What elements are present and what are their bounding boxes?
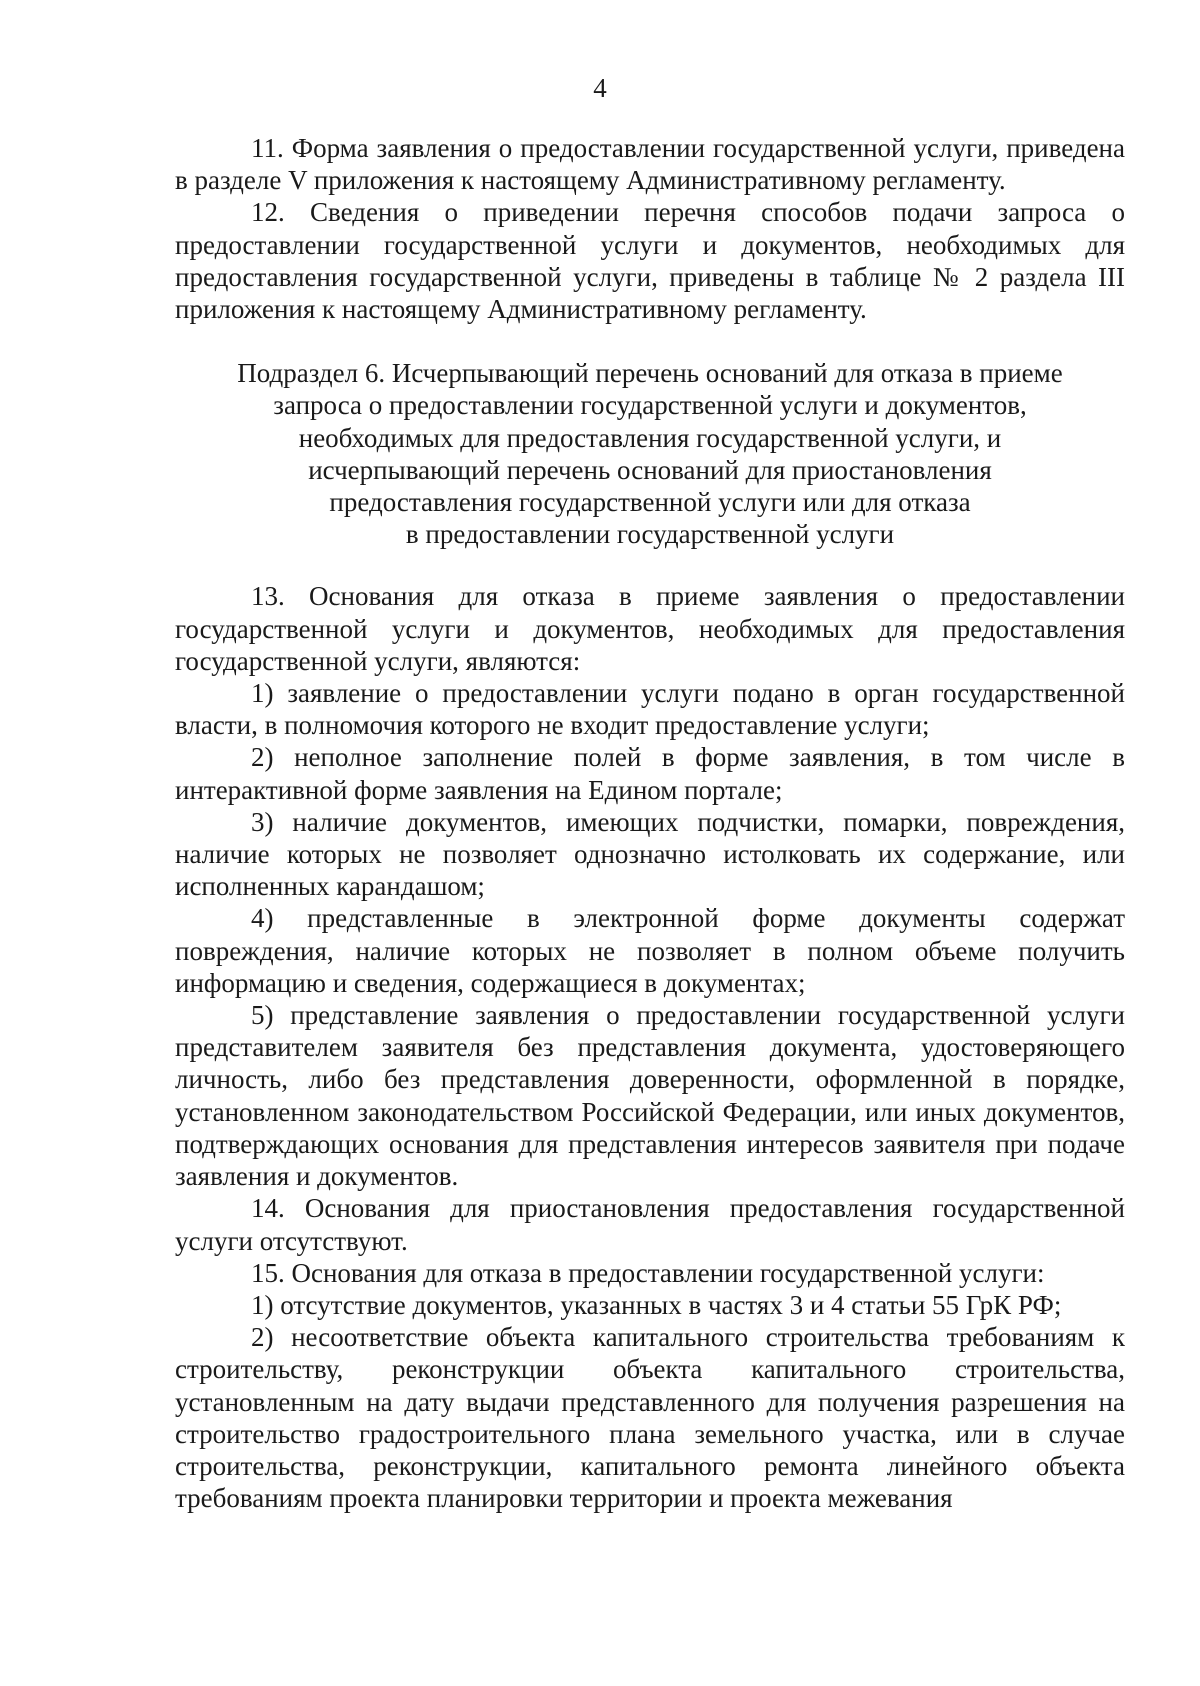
heading-line: запроса о предоставлении государственной услуги и документов,: [273, 390, 1027, 421]
document-body: [175, 132, 1125, 1514]
subsection-heading: [175, 357, 1125, 550]
paragraph-13-item-5: 5) представление заявления о предоставлении государственной услуги представителем заявителя без представления документа, удостоверяющего личность, либо без представления доверенности, оформленной в порядке, установленном законодательством Российской Федерации, или иных документов, подтверждающих основания для представления интересов заявителя при подаче заявления и документов.: [175, 1000, 1125, 1192]
heading-line: Подраздел 6. Исчерпывающий перечень оснований для отказа в приеме: [237, 358, 1063, 389]
paragraph-14: 14. Основания для приостановления предоставления государственной услуги отсутствуют.: [175, 1193, 1125, 1256]
paragraph-13-item-4: 4) представленные в электронной форме документы содержат повреждения, наличие которых не позволяет в полном объеме получить информацию и сведения, содержащиеся в документах;: [175, 903, 1125, 998]
heading-line: в предоставлении государственной услуги: [405, 519, 895, 550]
paragraph-13-item-2: 2) неполное заполнение полей в форме заявления, в том числе в интерактивной форме заявления на Едином портале;: [175, 742, 1125, 805]
paragraph-11: 11. Форма заявления о предоставлении государственной услуги, приведена в разделе V приложения к настоящему Административному регламенту.: [175, 133, 1125, 196]
paragraph-13: 13. Основания для отказа в приеме заявления о предоставлении государственной услуги и документов, необходимых для предоставления государственной услуги, являются:: [175, 581, 1125, 676]
paragraph-13-item-3: 3) наличие документов, имеющих подчистки, помарки, повреждения, наличие которых не позволяет однозначно истолковать их содержание, или исполненных карандашом;: [175, 806, 1125, 902]
paragraph-15-item-2: 2) несоответствие объекта капитального строительства требованиям к строительству, реконструкции объекта капитального строительства, установленным на дату выдачи представленного для получения разрешения на строительство градостроительного плана земельного участка, или в случае строительства, реконструкции, капитального ремонта линейного объекта требованиям проекта планировки территории и проекта межевания: [175, 1322, 1125, 1514]
heading-line: предоставления государственной услуги или для отказа: [329, 487, 971, 518]
page-number: 4: [593, 73, 607, 103]
heading-line: исчерпывающий перечень оснований для приостановления: [308, 454, 992, 485]
paragraph-13-item-1: 1) заявление о предоставлении услуги подано в орган государственной власти, в полномочия которого не входит предоставление услуги;: [175, 678, 1125, 741]
paragraph-15-item-1: 1) отсутствие документов, указанных в частях 3 и 4 статьи 55 ГрК РФ;: [251, 1289, 1062, 1320]
paragraph-12: 12. Сведения о приведении перечня способов подачи запроса о предоставлении государственной услуги и документов, необходимых для предоставления государственной услуги, приведены в таблице № 2 раздела III приложения к настоящему Административному регламенту.: [175, 197, 1125, 325]
heading-line: необходимых для предоставления государственной услуги, и: [298, 422, 1002, 453]
paragraph-15: 15. Основания для отказа в предоставлении государственной услуги:: [251, 1257, 1045, 1288]
